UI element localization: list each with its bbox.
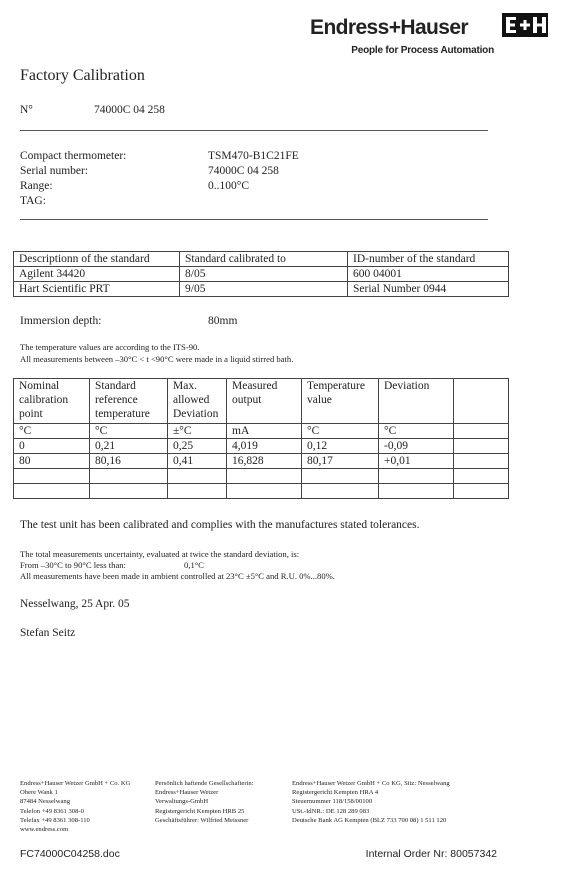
table-cell <box>227 469 302 484</box>
table-header-cell: ID-number of the standard <box>348 252 509 267</box>
standards-table <box>13 251 509 297</box>
footer-line: USt.-IdNR.: DE 128 289 083 <box>292 807 370 815</box>
table-cell: 0,12 <box>302 439 379 454</box>
header-line: allowed <box>173 394 210 406</box>
uncertainty-text: All measurements have been made in ambient controlled at 23°C ±5°C and R.U. 0%...80%. <box>20 571 335 581</box>
note-text: All measurements between –30°C < t <90°C were made in a liquid stirred bath. <box>20 354 294 364</box>
header-line: Measured <box>232 380 278 392</box>
table-header-row <box>14 252 509 267</box>
table-cell: 80 <box>14 454 90 469</box>
table-cell <box>14 484 90 499</box>
footer-registry <box>292 779 450 825</box>
table-row <box>14 439 509 454</box>
table-header-row <box>14 379 509 424</box>
header-line: point <box>19 408 43 420</box>
header-line: value <box>307 394 332 406</box>
header-line: Standard <box>95 380 136 392</box>
footer-line: Telefax +49 8361 308-110 <box>20 816 90 824</box>
device-label: TAG: <box>20 195 46 207</box>
table-header-cell <box>90 379 168 424</box>
header-line: Max. <box>173 380 197 392</box>
unit-cell: °C <box>90 424 168 439</box>
footer-line: Geschäftsführer: Wilfried Meissner <box>155 816 249 824</box>
eh-logo-icon <box>502 13 548 37</box>
footer-line: Endress+Hauser Wetzer GmbH + Co KG, Sitz: Nesselwang <box>292 780 450 787</box>
footer-line: Telefon +49 8361 308-0 <box>20 807 84 815</box>
header-line: Deviation <box>384 380 430 392</box>
table-header-cell <box>227 379 302 424</box>
results-table <box>13 378 509 499</box>
footer-line: Obere Wank 1 <box>20 789 58 797</box>
header-line: temperature <box>95 408 150 420</box>
table-cell: 80,16 <box>90 454 168 469</box>
table-cell <box>454 454 509 469</box>
brand-name: Endress+Hauser <box>310 16 468 39</box>
table-cell: -0,09 <box>379 439 454 454</box>
table-cell <box>227 484 302 499</box>
footer-link[interactable]: www.endress.com <box>20 826 69 834</box>
note-text: The temperature values are according to the ITS-90. <box>20 342 200 352</box>
table-cell <box>454 439 509 454</box>
footer-line: Verwaltungs-GmbH <box>155 798 209 806</box>
unit-cell: mA <box>227 424 302 439</box>
number-value: 74000C 04 258 <box>94 104 165 116</box>
signer-name: Stefan Seitz <box>20 627 76 639</box>
table-header-cell: Standard calibrated to <box>180 252 348 267</box>
header-line: Temperature <box>307 380 365 392</box>
table-row <box>14 282 509 297</box>
unit-cell <box>454 424 509 439</box>
table-row <box>14 469 509 484</box>
table-header-cell: Descriptionn of the standard <box>14 252 180 267</box>
table-cell <box>302 484 379 499</box>
divider <box>20 130 488 131</box>
table-cell <box>90 484 168 499</box>
header-line: Nominal <box>19 380 60 392</box>
table-cell <box>454 469 509 484</box>
footer-line: Registergericht Kempten HRB 25 <box>155 807 245 815</box>
table-header-cell <box>302 379 379 424</box>
device-label: Compact thermometer: <box>20 150 127 162</box>
table-cell <box>168 469 227 484</box>
footer-partner <box>155 779 254 825</box>
table-cell <box>379 484 454 499</box>
table-cell: Hart Scientific PRT <box>14 282 180 297</box>
table-cell: 8/05 <box>180 267 348 282</box>
device-value: TSM470-B1C21FE <box>208 150 299 162</box>
table-cell: 80,17 <box>302 454 379 469</box>
footer-filename: FC74000C04258.doc <box>20 848 120 860</box>
table-row <box>14 267 509 282</box>
table-cell <box>168 484 227 499</box>
table-cell <box>379 469 454 484</box>
table-units-row <box>14 424 509 439</box>
footer-order-number: Internal Order Nr: 80057342 <box>365 848 497 860</box>
footer-line: Registergericht Kempten HRA 4 <box>292 789 379 797</box>
table-cell: Agilent 34420 <box>14 267 180 282</box>
uncertainty-range-label: From –30°C to 90°C less than: <box>20 560 126 570</box>
compliance-statement: The test unit has been calibrated and complies with the manufactures stated tolerances. <box>20 519 420 531</box>
table-row <box>14 454 509 469</box>
table-cell: 9/05 <box>180 282 348 297</box>
immersion-label: Immersion depth: <box>20 315 102 327</box>
place-date: Nesselwang, 25 Apr. 05 <box>20 598 130 610</box>
unit-cell: ±°C <box>168 424 227 439</box>
footer-line: Steuernummer 118/158/00100 <box>292 798 373 806</box>
table-header-cell <box>454 379 509 424</box>
device-value: 74000C 04 258 <box>208 165 279 177</box>
table-header-cell <box>168 379 227 424</box>
table-header-cell <box>14 379 90 424</box>
unit-cell: °C <box>302 424 379 439</box>
table-cell: 600 04001 <box>348 267 509 282</box>
table-cell: 0,25 <box>168 439 227 454</box>
page-title: Factory Calibration <box>20 67 145 84</box>
table-cell <box>454 484 509 499</box>
table-cell: 4,019 <box>227 439 302 454</box>
uncertainty-text: The total measurements uncertainty, evaluated at twice the standard deviation, is: <box>20 549 300 559</box>
footer-line: Persönlich haftende Gesellschafterin: <box>155 780 254 787</box>
header-line: calibration <box>19 394 69 406</box>
table-cell: Serial Number 0944 <box>348 282 509 297</box>
number-label: N° <box>20 104 33 116</box>
immersion-value: 80mm <box>208 315 238 327</box>
table-cell: 0 <box>14 439 90 454</box>
table-cell <box>14 469 90 484</box>
footer-line: 87484 Nesselwang <box>20 798 70 806</box>
divider <box>20 219 488 220</box>
footer-line: Endress+Hauser Wetzer GmbH + Co. KG <box>20 780 131 787</box>
header-line: reference <box>95 394 138 406</box>
footer-company <box>20 779 130 834</box>
table-cell: 0,41 <box>168 454 227 469</box>
table-cell: 0,21 <box>90 439 168 454</box>
device-label: Range: <box>20 180 53 192</box>
table-header-cell <box>379 379 454 424</box>
table-cell <box>302 469 379 484</box>
table-row <box>14 484 509 499</box>
unit-cell: °C <box>379 424 454 439</box>
device-value: 0..100°C <box>208 180 250 192</box>
device-label: Serial number: <box>20 165 89 177</box>
table-cell: +0,01 <box>379 454 454 469</box>
table-cell: 16,828 <box>227 454 302 469</box>
unit-cell: °C <box>14 424 90 439</box>
table-cell <box>90 469 168 484</box>
uncertainty-range-value: 0,1°C <box>184 560 204 570</box>
brand-tagline: People for Process Automation <box>351 45 494 56</box>
footer-line: Deutsche Bank AG Kempten (BLZ 733 700 08) 1 511 120 <box>292 816 447 824</box>
header-line: Deviation <box>173 408 219 420</box>
header-line: output <box>232 394 262 406</box>
footer-line: Endress+Hauser Wetzer <box>155 789 219 797</box>
